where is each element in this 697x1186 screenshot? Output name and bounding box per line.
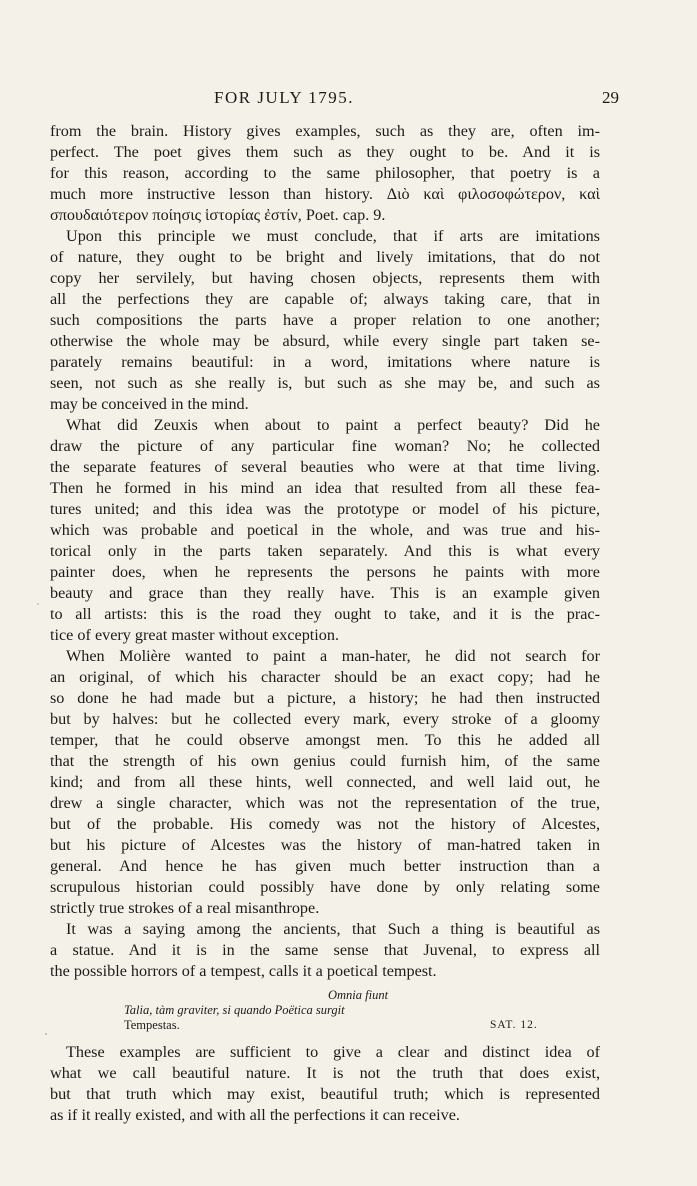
- text-line: much more instructive lesson than history. Διὸ καὶ φιλοσοφώτερον, καὶ: [50, 185, 600, 203]
- quote-citation: SAT. 12.: [490, 1019, 538, 1031]
- spacer: [50, 1032, 600, 1042]
- text-line: for this reason, according to the same philosopher, that poetry is a: [50, 164, 600, 182]
- text-line: scrupulous historian could possibly have done by only relating some: [50, 878, 600, 896]
- text-line: parately remains beautiful: in a word, imitations where nature is: [50, 353, 600, 371]
- text-line: an original, of which his character should be an exact copy; had he: [50, 668, 600, 686]
- text-line: the separate features of several beauties who were at that time living.: [50, 458, 600, 476]
- quote-line: Omnia fiunt: [328, 988, 389, 1002]
- paragraph-start-line: When Molière wanted to paint a man-hater, he did not search for: [66, 647, 600, 665]
- text-line: tice of every great master without exception.: [50, 626, 340, 644]
- text-line: all the perfections they are capable of; always taking care, that in: [50, 290, 600, 308]
- text-line: but by halves: but he collected every mark, every stroke of a gloomy: [50, 710, 600, 728]
- text-line: seen, not such as she really is, but such as she may be, and such as: [50, 374, 600, 392]
- text-line: kind; and from all these hints, well connected, and well laid out, he: [50, 773, 600, 791]
- speck: [37, 603, 39, 605]
- text-line: may be conceived in the mind.: [50, 395, 249, 413]
- text-line: so done he had made but a picture, a history; he had then instructed: [50, 689, 600, 707]
- body-text: [50, 121, 600, 1126]
- text-line: but that truth which may exist, beautiful truth; which is represented: [50, 1085, 600, 1103]
- text-line: a statue. And it is in the same sense that Juvenal, to express all: [50, 941, 600, 959]
- verse-quotation: [50, 988, 600, 1032]
- page-number: 29: [602, 88, 619, 107]
- text-line: such compositions the parts have a proper relation to one another;: [50, 311, 600, 329]
- paragraph-start-line: It was a saying among the ancients, that Such a thing is beautiful as: [66, 920, 600, 938]
- text-line: but his picture of Alcestes was the history of man-hatred taken in: [50, 836, 600, 854]
- text-line: torical only in the parts taken separately. And this is what every: [50, 542, 600, 560]
- text-line: copy her servilely, but having chosen objects, represents them with: [50, 269, 600, 287]
- text-line: beauty and grace than they really have. This is an example given: [50, 584, 600, 602]
- text-line: what we call beautiful nature. It is not the truth that does exist,: [50, 1064, 600, 1082]
- text-line: painter does, when he represents the persons he paints with more: [50, 563, 600, 581]
- text-line: from the brain. History gives examples, such as they are, often im-: [50, 122, 600, 140]
- text-line: which was probable and poetical in the whole, and was true and his-: [50, 521, 600, 539]
- quote-line: Talia, tàm graviter, si quando Poëtica surgit: [124, 1003, 345, 1017]
- text-line: tures united; and this idea was the prototype or model of his picture,: [50, 500, 600, 518]
- quote-line: Tempestas.: [124, 1018, 180, 1032]
- text-line: the possible horrors of a tempest, calls it a poetical tempest.: [50, 962, 437, 980]
- text-line: σπουδαιότερον ποίησις ἱστορίας ἐστίν, Poet. cap. 9.: [50, 206, 386, 224]
- page-header: [0, 88, 697, 112]
- speck: [45, 1033, 47, 1035]
- paragraph-start-line: What did Zeuxis when about to paint a perfect beauty? Did he: [66, 416, 600, 434]
- text-line: draw the picture of any particular fine woman? No; he collected: [50, 437, 600, 455]
- text-line: Then he formed in his mind an idea that resulted from all these fea-: [50, 479, 600, 497]
- text-line: general. And hence he has given much better instruction than a: [50, 857, 600, 875]
- text-line: that the strength of his own genius could furnish him, of the same: [50, 752, 600, 770]
- text-line: temper, that he could observe amongst men. To this he added all: [50, 731, 600, 749]
- paragraph-start-line: Upon this principle we must conclude, that if arts are imitations: [66, 227, 600, 245]
- running-head: FOR JULY 1795.: [214, 88, 355, 107]
- text-line: as if it really existed, and with all the perfections it can receive.: [50, 1106, 460, 1124]
- text-line: perfect. The poet gives them such as they ought to be. And it is: [50, 143, 600, 161]
- text-line: strictly true strokes of a real misanthrope.: [50, 899, 320, 917]
- text-line: drew a single character, which was not the representation of the true,: [50, 794, 600, 812]
- text-line: to all artists: this is the road they ought to take, and it is the prac-: [50, 605, 600, 623]
- text-line: of nature, they ought to be bright and lively imitations, that do not: [50, 248, 600, 266]
- text-line: but of the probable. His comedy was not the history of Alcestes,: [50, 815, 600, 833]
- text-line: otherwise the whole may be absurd, while every single part taken se-: [50, 332, 600, 350]
- paragraph-start-line: These examples are sufficient to give a clear and distinct idea of: [66, 1043, 600, 1061]
